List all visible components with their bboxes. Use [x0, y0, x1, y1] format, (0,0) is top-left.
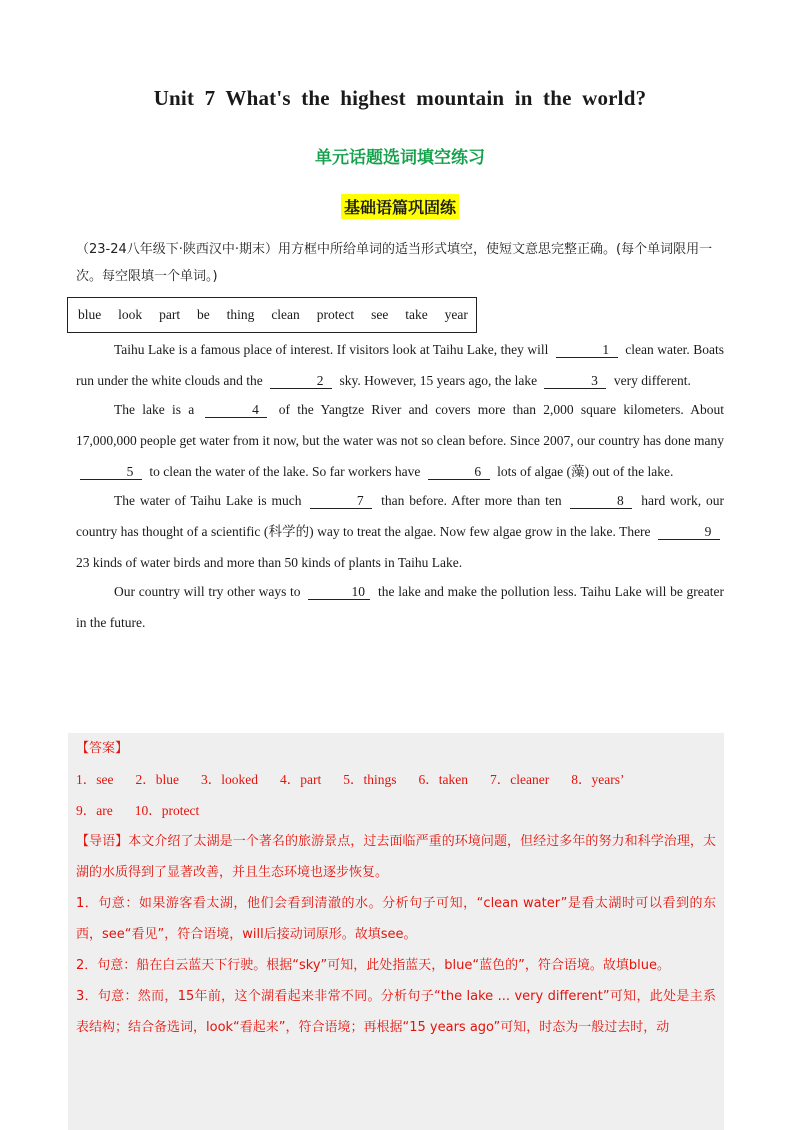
answer-item: 3．looked [201, 772, 258, 787]
answer-explanation-2: 2．句意：船在白云蓝天下行驶。根据“sky”可知，此处指蓝天，blue“蓝色的”，符合语境。故填blue。 [76, 958, 670, 973]
word-box-item: thing [226, 307, 255, 322]
answer-item: 5．things [343, 772, 397, 787]
answer-section [68, 733, 724, 1130]
answer-explanation-1: 1．句意：如果游客看太湖，他们会看到清澈的水。分析句子可知，“clean water”是看太湖时可以看到的东西，see“看见”，符合语境，will后接动词原形。故填see。 [76, 896, 716, 942]
passage-text: the lake and make the pollution less. Taihu Lake will be greater in the future. [76, 584, 725, 630]
passage-text: Our country will try other ways to [114, 584, 301, 599]
passage-text: lots of algae (藻) out of the lake. [497, 464, 674, 479]
passage-text: The water of Taihu Lake is much [114, 493, 302, 508]
passage-text: clean water. Boats run under the white clouds and the [76, 342, 725, 388]
word-box-item: clean [271, 307, 300, 322]
page-subtitle: 单元话题选词填空练习 [315, 148, 485, 168]
passage-text: of the Yangtze River and covers more than 2,000 square kilometers. About 17,000,000 people get water from it now, but the water was not so clean before. Since 2007, our country has done many [76, 402, 724, 448]
answer-item: 2．blue [135, 772, 179, 787]
passage-paragraph-3 [76, 485, 724, 578]
word-box-item: see [371, 307, 389, 322]
section-heading-wrap [0, 194, 800, 219]
passage-text: sky. However, 15 years ago, the lake [339, 373, 538, 388]
word-box [67, 297, 477, 333]
answer-item: 10．protect [134, 803, 200, 818]
word-box-item: be [196, 307, 210, 322]
word-box-item: protect [316, 307, 355, 322]
answer-row-1 [76, 764, 716, 795]
answer-item: 6．taken [418, 772, 469, 787]
blank-7: 7 [310, 493, 372, 509]
section-heading: 基础语篇巩固练 [341, 194, 459, 219]
answer-guide: 【导语】本文介绍了太湖是一个著名的旅游景点，过去面临严重的环境问题，但经过多年的努力和科学治理，太湖的水质得到了显著改善，并且生态环境也逐步恢复。 [76, 834, 716, 880]
blank-5: 5 [80, 464, 142, 480]
passage-paragraph-4 [76, 576, 724, 638]
blank-10: 10 [308, 584, 370, 600]
blank-6: 6 [428, 464, 490, 480]
blank-4: 4 [205, 402, 267, 418]
passage-text: to clean the water of the lake. So far workers have [149, 464, 421, 479]
word-box-item: part [159, 307, 181, 322]
word-box-item: year [444, 307, 468, 322]
passage-text: 23 kinds of water birds and more than 50 kinds of plants in Taihu Lake. [76, 555, 463, 570]
blank-8: 8 [570, 493, 632, 509]
passage-text: Taihu Lake is a famous place of interest. If visitors look at Taihu Lake, they will [114, 342, 549, 357]
passage [76, 334, 724, 636]
blank-2: 2 [270, 373, 332, 389]
blank-1: 1 [556, 342, 618, 358]
answer-item: 1．see [76, 772, 114, 787]
passage-text: hard work, our country has thought of a scientific (科学的) way to treat the algae. Now few algae grow in the lake. There [76, 493, 724, 539]
word-box-item: blue [78, 307, 102, 322]
word-box-item: take [405, 307, 428, 322]
blank-3: 3 [544, 373, 606, 389]
answer-row-2 [76, 795, 716, 826]
answer-item: 7．cleaner [490, 772, 550, 787]
passage-text: very different. [613, 373, 691, 388]
word-box-item: look [118, 307, 143, 322]
answer-item: 4．part [280, 772, 322, 787]
passage-text: The lake is a [114, 402, 195, 417]
instructions: （23-24八年级下·陕西汉中·期末）用方框中所给单词的适当形式填空，使短文意思完整正确。(每个单词限用一次。每空限填一个单词。) [76, 242, 713, 284]
answer-heading: 【答案】 [76, 741, 129, 756]
passage-paragraph-2 [76, 394, 724, 487]
page-title: Unit 7 What's the highest mountain in the world? [153, 86, 647, 110]
blank-9: 9 [658, 524, 720, 540]
answer-explanation-3: 3．句意：然而，15年前，这个湖看起来非常不同。分析句子“the lake ... very different”可知，此处是主系表结构；结合备选词，look“看起来”，符合语境；再根据“15 years ago”可知，时态为一般过去时，动 [76, 989, 716, 1035]
answer-item: 8．years’ [571, 772, 625, 787]
passage-text: than before. After more than ten [381, 493, 562, 508]
answer-item: 9．are [76, 803, 113, 818]
passage-paragraph-1 [76, 334, 724, 396]
